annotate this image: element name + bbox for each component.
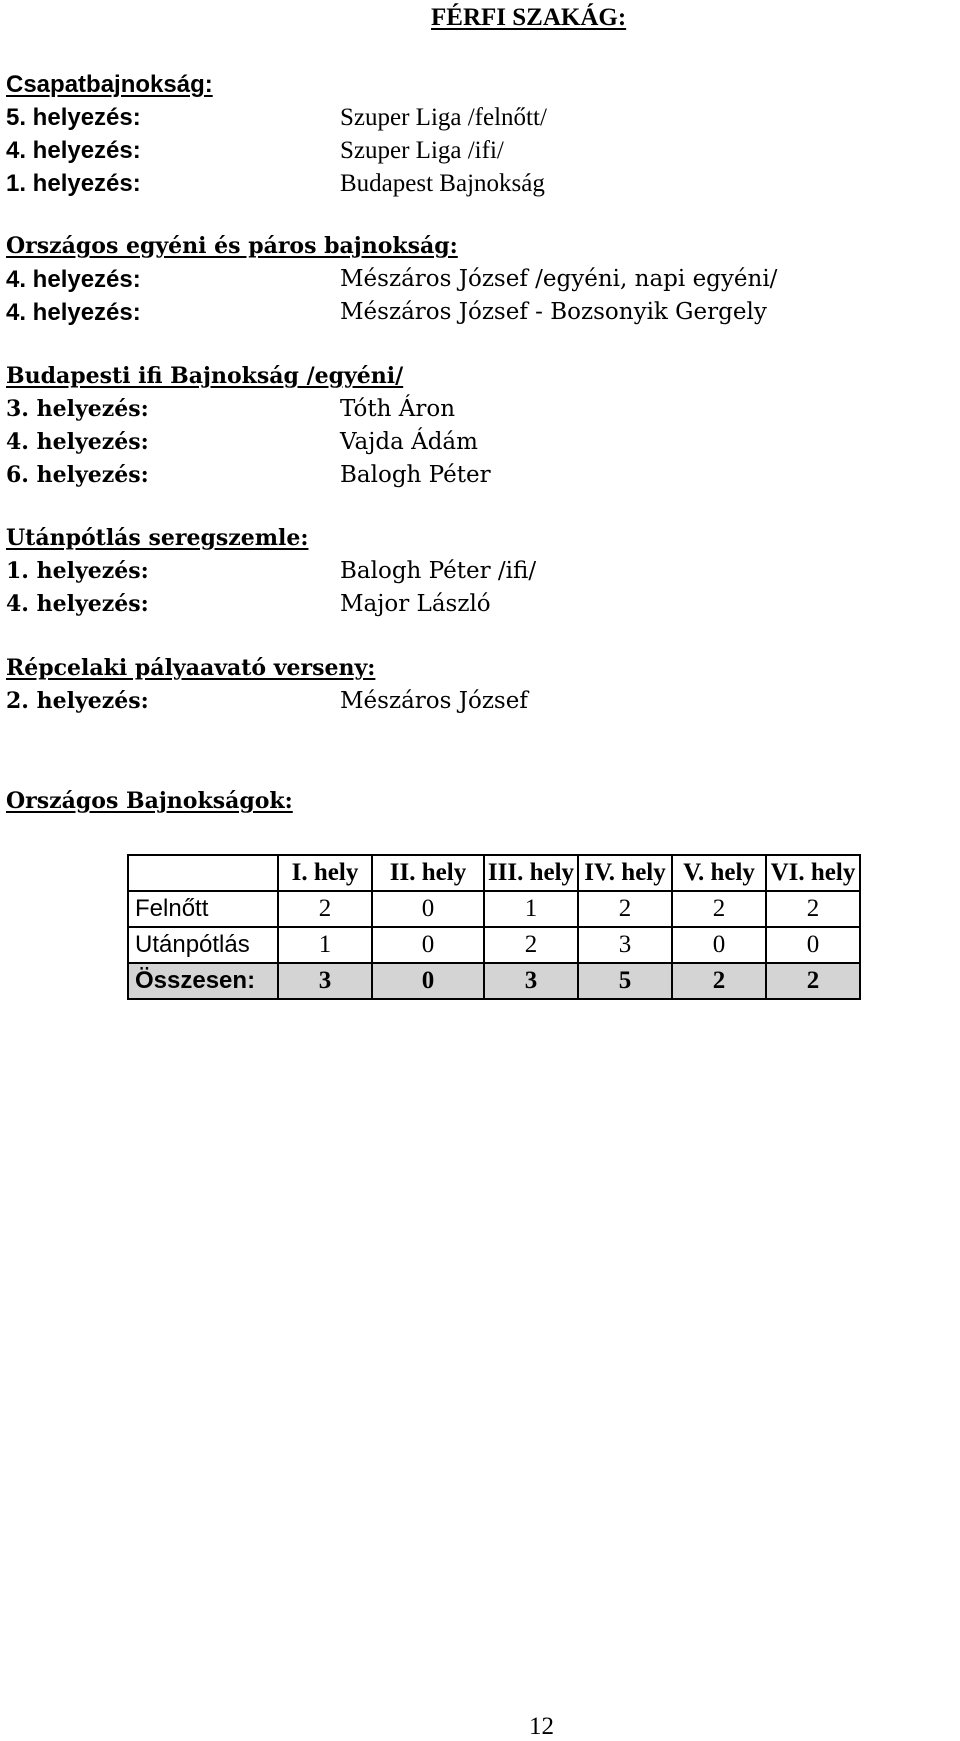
result-row	[6, 555, 946, 588]
result-value: Vajda Ádám	[340, 429, 478, 455]
table-cell: 3	[278, 963, 372, 999]
placement-label: 4. helyezés:	[6, 137, 141, 164]
section-heading: Budapesti ifi Bajnokság /egyéni/	[6, 363, 404, 389]
results-table	[127, 854, 861, 1000]
table-cell: 0	[766, 927, 860, 963]
placement-label: 1. helyezés:	[6, 170, 141, 197]
result-value: Mészáros József	[340, 688, 528, 714]
placement-label: 3. helyezés:	[6, 396, 149, 422]
placement-label: 4. helyezés:	[6, 299, 141, 326]
table-header-cell: III. hely	[484, 855, 578, 891]
result-row	[6, 296, 946, 329]
table-header-cell: II. hely	[372, 855, 484, 891]
table-cell: 0	[372, 927, 484, 963]
result-value: Balogh Péter	[340, 462, 491, 488]
result-row	[6, 426, 946, 459]
section-heading: Országos egyéni és páros bajnokság:	[6, 233, 458, 259]
table-cell: 1	[484, 891, 578, 927]
table-cell: 0	[672, 927, 766, 963]
section-repcelak-opening	[6, 652, 946, 718]
table-row	[128, 927, 860, 963]
section-national-individual	[6, 230, 946, 329]
result-value: Mészáros József - Bozsonyik Gergely	[340, 299, 767, 325]
table-row	[128, 891, 860, 927]
table-cell: 0	[372, 891, 484, 927]
section-team-championship	[6, 68, 946, 200]
table-cell: 0	[372, 963, 484, 999]
placement-label: 4. helyezés:	[6, 429, 149, 455]
table-header-row	[128, 855, 860, 891]
placement-label: 4. helyezés:	[6, 591, 149, 617]
result-value: Tóth Áron	[340, 396, 456, 422]
result-row	[6, 393, 946, 426]
result-row	[6, 459, 946, 492]
page-title: FÉRFI SZAKÁG:	[431, 4, 627, 31]
placement-label: 6. helyezés:	[6, 462, 149, 488]
table-cell: 1	[278, 927, 372, 963]
result-value: Szuper Liga /felnőtt/	[340, 104, 547, 131]
table-total-row	[128, 963, 860, 999]
section-youth-review	[6, 522, 946, 621]
table-header-cell: V. hely	[672, 855, 766, 891]
table-header-cell: IV. hely	[578, 855, 672, 891]
row-label: Utánpótlás	[128, 927, 278, 963]
table-header-cell: I. hely	[278, 855, 372, 891]
table-cell: 5	[578, 963, 672, 999]
placement-label: 1. helyezés:	[6, 558, 149, 584]
row-label: Felnőtt	[128, 891, 278, 927]
table-header-cell: VI. hely	[766, 855, 860, 891]
result-value: Szuper Liga /ifi/	[340, 137, 504, 164]
section-heading: Répcelaki pályaavató verseny:	[6, 655, 376, 681]
result-row	[6, 588, 946, 621]
table-cell: 2	[484, 927, 578, 963]
table-cell: 3	[484, 963, 578, 999]
table-header-cell	[128, 855, 278, 891]
table-cell: 3	[578, 927, 672, 963]
table-cell: 2	[766, 963, 860, 999]
result-row	[6, 685, 946, 718]
result-row	[6, 134, 946, 167]
table-cell: 2	[766, 891, 860, 927]
page-number: 12	[529, 1713, 554, 1740]
row-label: Összesen:	[128, 963, 278, 999]
result-row	[6, 167, 946, 200]
placement-label: 4. helyezés:	[6, 266, 141, 293]
table-cell: 2	[672, 963, 766, 999]
section-national-championships	[6, 785, 946, 818]
section-heading: Országos Bajnokságok:	[6, 788, 293, 814]
table-cell: 2	[578, 891, 672, 927]
section-heading: Utánpótlás seregszemle:	[6, 525, 309, 551]
section-budapest-youth	[6, 360, 946, 492]
table-cell: 2	[672, 891, 766, 927]
placement-label: 2. helyezés:	[6, 688, 149, 714]
result-value: Budapest Bajnokság	[340, 170, 545, 197]
result-value: Mészáros József /egyéni, napi egyéni/	[340, 266, 778, 292]
result-row	[6, 263, 946, 296]
table-cell: 2	[278, 891, 372, 927]
section-heading: Csapatbajnokság:	[6, 71, 213, 98]
result-value: Balogh Péter /ifi/	[340, 558, 537, 584]
result-value: Major László	[340, 591, 491, 617]
placement-label: 5. helyezés:	[6, 104, 141, 131]
result-row	[6, 101, 946, 134]
